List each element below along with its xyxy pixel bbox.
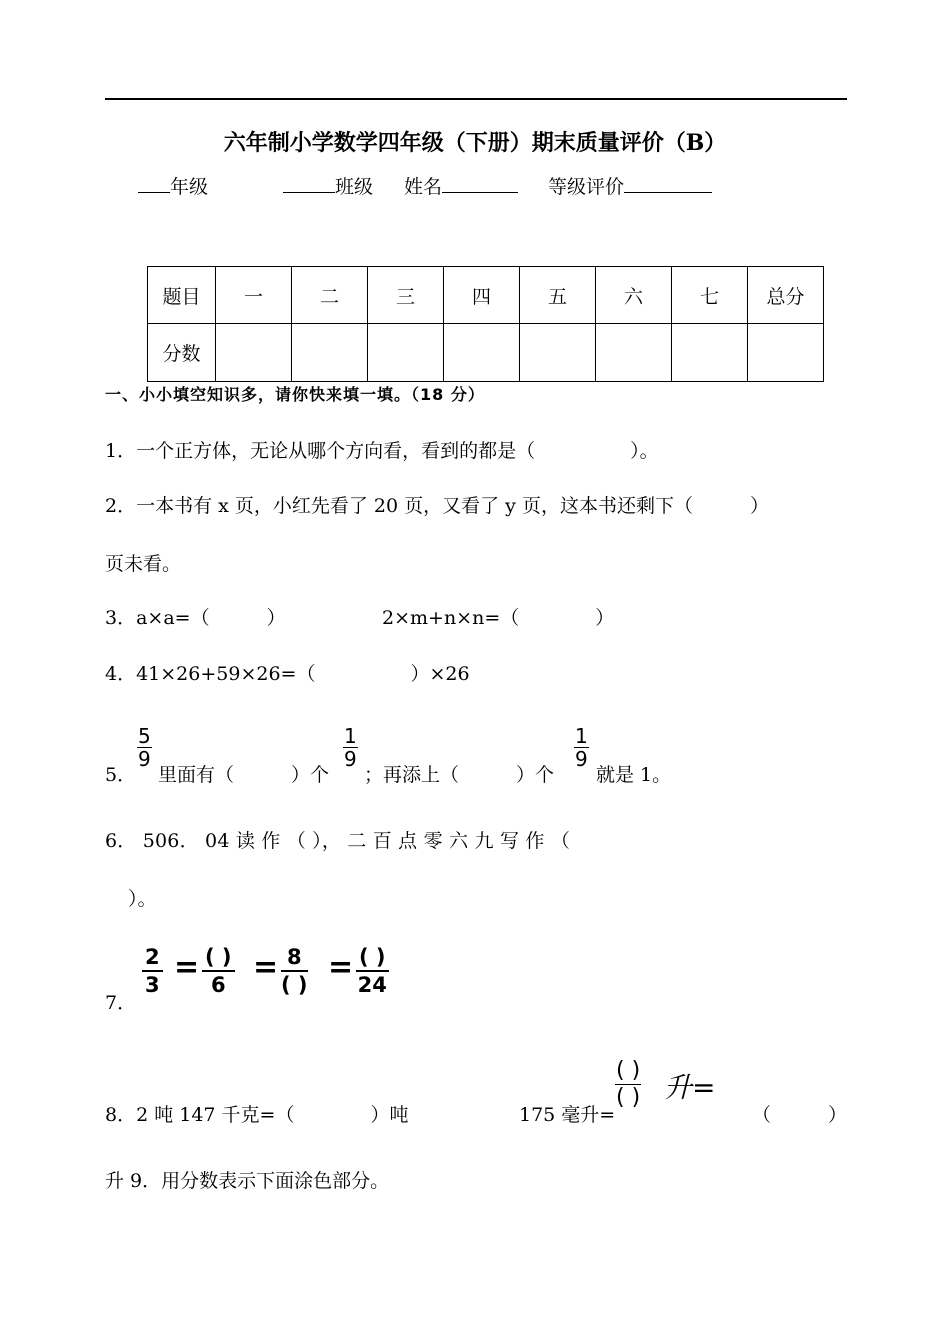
- score-input-cell[interactable]: [672, 324, 748, 382]
- table-cell: 五: [520, 267, 596, 324]
- question-5-text: 就是 1。: [596, 764, 672, 786]
- fraction-numerator: ( ): [202, 944, 235, 972]
- fraction: [615, 1058, 641, 1111]
- score-table: [147, 266, 824, 382]
- question-2: 2．一本书有 x 页，小红先看了 20 页，又看了 y 页，这本书还剩下（ ）: [105, 495, 769, 517]
- question-8c: （ ）: [752, 1104, 848, 1126]
- fraction-denominator: 9: [344, 747, 357, 771]
- table-cell: 四: [444, 267, 520, 324]
- fraction: [356, 944, 389, 998]
- table-cell: 三: [368, 267, 444, 324]
- level-blank[interactable]: [624, 174, 712, 193]
- question-8b: 175 毫升=: [519, 1104, 616, 1126]
- table-cell: 分数: [148, 324, 216, 382]
- question-2-cont: 页未看。: [105, 553, 182, 575]
- table-cell: 二: [292, 267, 368, 324]
- equals-sign: =: [174, 950, 200, 985]
- fraction-denominator: 24: [357, 973, 387, 997]
- class-label: 班级: [335, 176, 374, 198]
- fraction-denominator: 9: [138, 747, 151, 771]
- fraction-denominator: 6: [210, 973, 226, 997]
- name-field: [404, 172, 518, 199]
- question-3a: 3．a×a=（ ）: [105, 607, 286, 629]
- question-3b: 2×m+n×n=（ ）: [382, 607, 615, 629]
- score-input-cell[interactable]: [292, 324, 368, 382]
- question-5-number: 5．: [105, 764, 137, 786]
- score-input-cell[interactable]: [444, 324, 520, 382]
- fraction-numerator: ( ): [616, 1058, 641, 1083]
- fraction-denominator: ( ): [616, 1085, 641, 1110]
- fraction: [142, 944, 163, 998]
- score-input-cell[interactable]: [368, 324, 444, 382]
- score-input-cell[interactable]: [748, 324, 824, 382]
- score-table-header-row: [148, 267, 824, 324]
- grade-label: 年级: [170, 176, 209, 198]
- question-6-cont: ）。: [128, 888, 157, 910]
- level-field: [548, 172, 712, 199]
- fraction-numerator: 5: [138, 724, 151, 748]
- fraction: [574, 725, 589, 770]
- question-8a: 8．2 吨 147 千克=（ ）吨: [105, 1104, 409, 1126]
- table-cell: 一: [216, 267, 292, 324]
- question-4: 4．41×26+59×26=（ ）×26: [105, 663, 470, 685]
- table-cell: 总分: [748, 267, 824, 324]
- fraction-numerator: 1: [575, 724, 588, 748]
- page-title: 六年制小学数学四年级（下册）期末质量评价（B）: [223, 130, 727, 156]
- fraction: [281, 944, 308, 998]
- question-1: 1．一个正方体，无论从哪个方向看，看到的都是（ ）。: [105, 440, 659, 462]
- fraction-numerator: 8: [281, 944, 308, 972]
- fraction-denominator: ( ): [281, 973, 308, 997]
- table-cell: 六: [596, 267, 672, 324]
- fraction: [343, 725, 358, 770]
- grade-field: [138, 172, 208, 199]
- section-heading: 一、小小填空知识多，请你快来填一填。（18 分）: [105, 385, 485, 404]
- fraction: [202, 944, 235, 998]
- fraction-denominator: 9: [575, 747, 588, 771]
- class-blank[interactable]: [283, 174, 335, 193]
- score-table-score-row: [148, 324, 824, 382]
- top-rule: [105, 98, 847, 100]
- question-9: 升 9．用分数表示下面涂色部分。: [105, 1170, 390, 1192]
- question-6: 6． 506． 04 读 作 （ ）， 二 百 点 零 六 九 写 作 （: [105, 830, 571, 852]
- table-cell: 七: [672, 267, 748, 324]
- score-input-cell[interactable]: [596, 324, 672, 382]
- question-5-text: 里面有（ ）个: [158, 764, 330, 786]
- score-input-cell[interactable]: [520, 324, 596, 382]
- table-cell: 题目: [148, 267, 216, 324]
- score-input-cell[interactable]: [216, 324, 292, 382]
- class-field: [283, 172, 373, 199]
- fraction-denominator: 3: [145, 973, 160, 997]
- question-5-text: ；再添上（ ）个: [364, 764, 555, 786]
- equals-sign: =: [253, 950, 279, 985]
- level-label: 等级评价: [548, 176, 625, 198]
- fraction-numerator: ( ): [356, 944, 389, 972]
- grade-blank[interactable]: [138, 174, 170, 193]
- fraction-numerator: 1: [344, 724, 357, 748]
- question-7-number: 7．: [105, 992, 137, 1014]
- fraction-numerator: 2: [142, 944, 163, 972]
- name-blank[interactable]: [442, 174, 518, 193]
- unit-liter: 升=: [664, 1071, 716, 1104]
- fraction: [137, 725, 152, 770]
- name-label: 姓名: [404, 176, 443, 198]
- equals-sign: =: [328, 950, 354, 985]
